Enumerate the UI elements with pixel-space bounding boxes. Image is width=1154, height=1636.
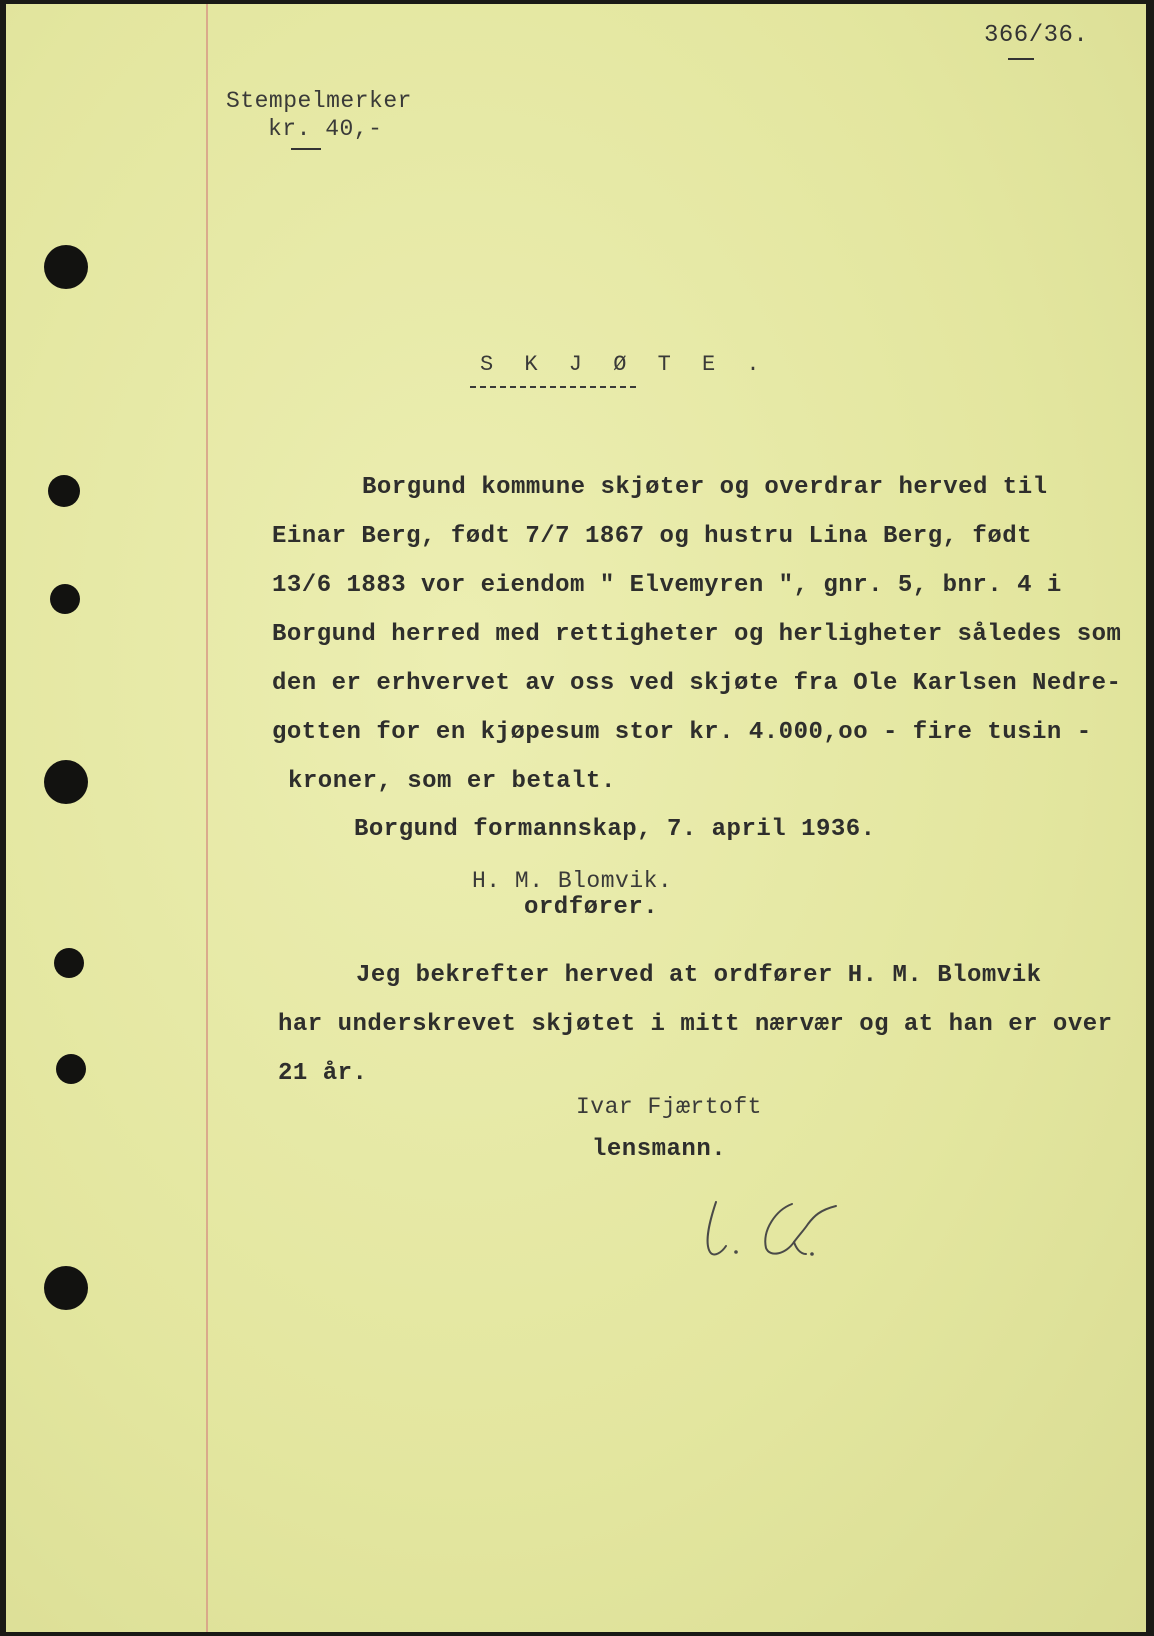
- stamp-amount: kr. 40,-: [268, 116, 383, 142]
- title-underline: [470, 386, 636, 388]
- margin-line: [206, 4, 208, 1632]
- punch-hole: [54, 948, 84, 978]
- body-line: gotten for en kjøpesum stor kr. 4.000,oo - fire tusin -: [272, 719, 1092, 746]
- certification-line: har underskrevet skjøtet i mitt nærvær og at han er over: [278, 1011, 1113, 1038]
- signatory2-name: Ivar Fjærtoft: [576, 1094, 762, 1120]
- stamp-underline: [291, 148, 321, 150]
- document-title: S K J Ø T E .: [480, 352, 769, 377]
- body-line: Borgund herred med rettigheter og herligheter således som: [272, 621, 1122, 648]
- body-line: kroner, som er betalt.: [288, 768, 616, 795]
- reference-underline: [1008, 58, 1034, 60]
- body-line: Borgund kommune skjøter og overdrar herved til: [362, 474, 1048, 501]
- punch-hole: [44, 760, 88, 804]
- signatory2-role: lensmann.: [592, 1136, 727, 1163]
- place-date: Borgund formannskap, 7. april 1936.: [354, 816, 876, 843]
- punch-hole: [48, 475, 80, 507]
- punch-hole: [44, 245, 88, 289]
- reference-number: 366/36.: [984, 22, 1089, 49]
- punch-hole: [44, 1266, 88, 1310]
- punch-hole: [56, 1054, 86, 1084]
- handwritten-initials: [696, 1190, 856, 1270]
- punch-hole: [50, 584, 80, 614]
- document-page: [6, 4, 1146, 1632]
- body-line: 13/6 1883 vor eiendom " Elvemyren ", gnr. 5, bnr. 4 i: [272, 572, 1062, 599]
- signatory1-name: H. M. Blomvik.: [472, 868, 673, 894]
- signatory1-role: ordfører.: [524, 894, 659, 921]
- body-line: den er erhvervet av oss ved skjøte fra Ole Karlsen Nedre-: [272, 670, 1122, 697]
- certification-line: Jeg bekrefter herved at ordfører H. M. Blomvik: [356, 962, 1042, 989]
- stamp-label: Stempelmerker: [226, 88, 412, 114]
- certification-line: 21 år.: [278, 1060, 368, 1087]
- body-line: Einar Berg, født 7/7 1867 og hustru Lina Berg, født: [272, 523, 1033, 550]
